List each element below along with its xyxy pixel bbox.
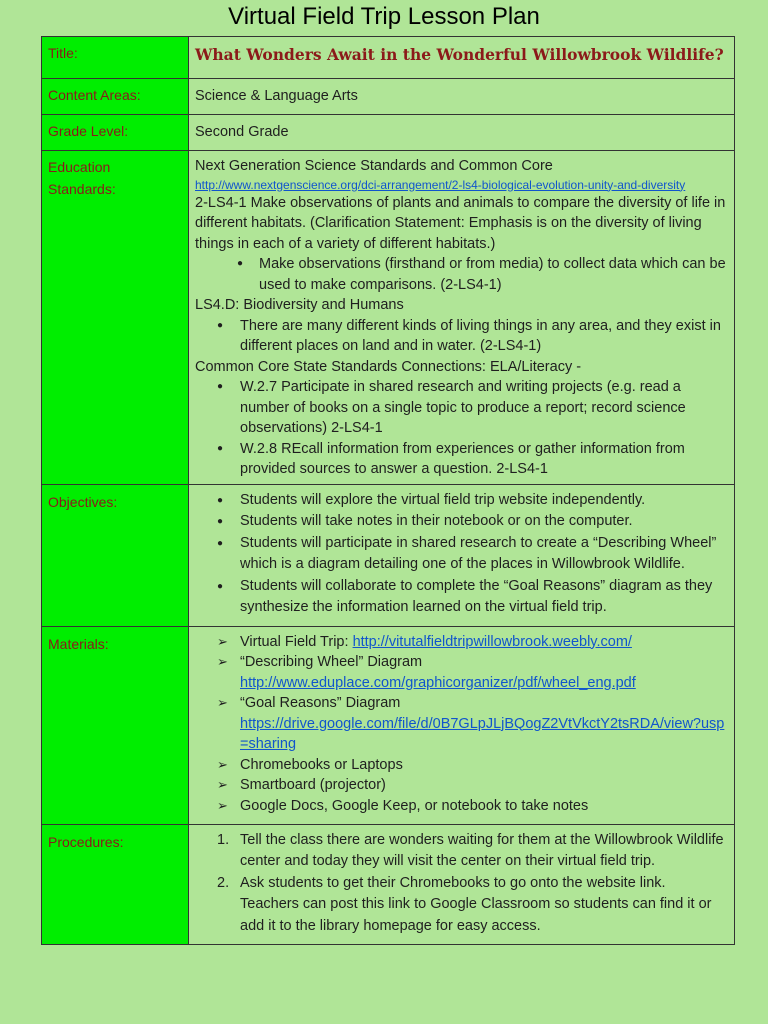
ls4d-heading: LS4.D: Biodiversity and Humans: [195, 297, 404, 313]
procedures-content: [189, 824, 735, 944]
ccss-bullets: [195, 377, 728, 480]
list-item: ● Students will participate in shared research to create a “Describing Wheel” which is a diagram detailing one of the places in Willowbrook Wildlife.: [195, 533, 728, 576]
title-label: Title:: [42, 37, 189, 79]
list-item: ● Make observations (firsthand or from media) to collect data which can be used to make comparisons. (2-LS4-1): [195, 254, 728, 295]
list-item: ● Students will collaborate to complete the “Goal Reasons” diagram as they synthesize the information learned on the virtual field trip.: [195, 576, 728, 619]
procedures-list: [195, 830, 728, 938]
list-item: ● There are many different kinds of living things in any area, and they exist in different places on land and in water. (2-LS4-1): [195, 316, 728, 357]
wheel-label: ➢ “Describing Wheel” Diagram: [240, 654, 423, 670]
wheel-link[interactable]: http://www.eduplace.com/graphicorganizer/pdf/wheel_eng.pdf: [240, 674, 636, 691]
materials-list: [195, 632, 728, 817]
standards-content: [189, 151, 735, 485]
list-item: Ask students to get their Chromebooks to go onto the website link. Teachers can post this link to Google Classroom so students can find it or add it to the library homepage for easy access.: [240, 874, 712, 934]
materials-label: Materials:: [42, 626, 189, 824]
objectives-label: Objectives:: [42, 484, 189, 626]
objectives-list: [195, 490, 728, 619]
content-areas-row: [42, 79, 735, 115]
goal-label: ➢ “Goal Reasons” Diagram: [240, 695, 401, 711]
list-item: ➢ Google Docs, Google Keep, or notebook to take notes: [195, 796, 728, 817]
title-value-cell: [189, 37, 735, 79]
list-item: ● Students will explore the virtual field trip website independently.: [195, 490, 728, 512]
content-areas-label: Content Areas:: [42, 79, 189, 115]
list-item: ● W.2.8 REcall information from experiences or gather information from provided sources to answer a question. 2-LS4-1: [195, 439, 728, 480]
list-item: [195, 632, 728, 653]
objectives-content: [189, 484, 735, 626]
ccss-heading: Common Core State Standards Connections: ELA/Literacy -: [195, 358, 582, 375]
ls4-1-bullets: [195, 254, 728, 295]
content-areas-value: Science & Language Arts: [189, 79, 735, 115]
list-item: [195, 693, 728, 755]
procedures-label: Procedures:: [42, 824, 189, 944]
objectives-row: [42, 484, 735, 626]
vft-link[interactable]: http://vitutalfieldtripwillowbrook.weebly.com/: [352, 633, 632, 650]
list-item: ● Students will take notes in their notebook or on the computer.: [195, 511, 728, 533]
lesson-plan-table: [41, 36, 735, 945]
list-item: ● W.2.7 Participate in shared research and writing projects (e.g. read a number of books on a single topic to produce a report; record science observations) 2-LS4-1: [195, 377, 728, 439]
goal-link[interactable]: https://drive.google.com/file/d/0B7GLpJLjBQogZ2VtVkctY2tsRDA/view?usp=sharing: [240, 715, 725, 752]
list-item: [195, 652, 728, 693]
standards-label-line2: Standards:: [48, 181, 116, 197]
standards-heading: Next Generation Science Standards and Common Core: [195, 158, 553, 174]
grade-level-value: Second Grade: [189, 115, 735, 151]
materials-row: [42, 626, 735, 824]
materials-content: [189, 626, 735, 824]
ls4d-bullets: [195, 316, 728, 357]
list-item: Tell the class there are wonders waiting for them at the Willowbrook Wildlife center and today they will visit the center on their virtual field trip.: [240, 831, 724, 869]
procedures-row: [42, 824, 735, 944]
grade-level-row: [42, 115, 735, 151]
standards-label-line1: Education: [48, 159, 111, 175]
title-row: [42, 37, 735, 79]
ls4-1-text: 2-LS4-1 Make observations of plants and animals to compare the diversity of life in different habitats. (Clarification Statement: Emphasis is on the diversity of living things in each of a variety of different habitats.): [195, 194, 726, 252]
ngss-link[interactable]: http://www.nextgenscience.org/dci-arrangement/2-ls4-biological-evolution-unity-and-diversity: [195, 177, 686, 192]
document-title: Virtual Field Trip Lesson Plan: [228, 3, 540, 30]
standards-label: [42, 151, 189, 485]
standards-row: [42, 151, 735, 485]
vft-prefix: Virtual Field Trip:: [240, 633, 353, 650]
grade-level-label: Grade Level:: [42, 115, 189, 151]
list-item: ➢ Chromebooks or Laptops: [195, 755, 728, 776]
list-item: ➢ Smartboard (projector): [195, 775, 728, 796]
lesson-title: What Wonders Await in the Wonderful Willowbrook Wildlife?: [195, 45, 724, 64]
